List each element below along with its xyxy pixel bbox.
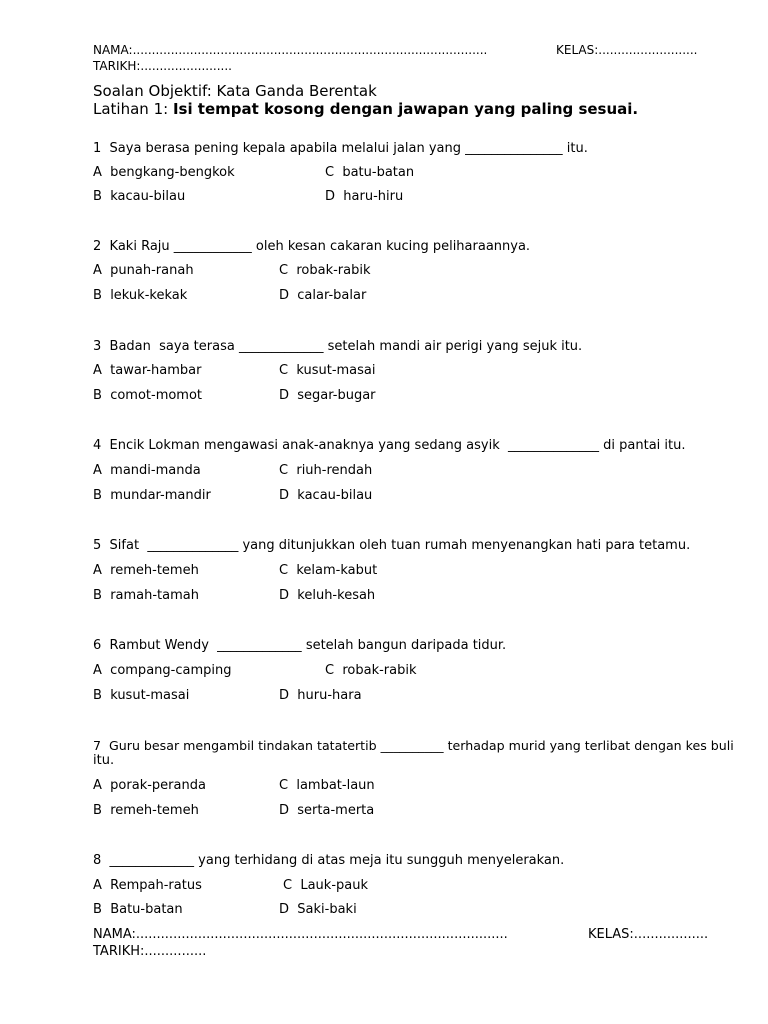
instruction-prefix: Latihan 1:	[93, 100, 173, 118]
question-1	[93, 141, 588, 157]
question-8	[93, 853, 564, 869]
q1-option-a[interactable]: A bengkang-bengkok	[93, 165, 235, 180]
option-text: keluh-kesah	[297, 588, 376, 603]
option-text: kusut-masai	[296, 363, 376, 378]
question-number: 5	[93, 538, 102, 553]
question-5	[93, 538, 690, 554]
option-text: compang-camping	[110, 663, 232, 678]
question-text: Sifat ______________ yang ditunjukkan oleh tuan rumah menyenangkan hati para tetamu.	[109, 538, 691, 553]
option-text: ramah-tamah	[110, 588, 199, 603]
q3-option-d[interactable]: D segar-bugar	[279, 388, 376, 403]
q4-option-d[interactable]: D kacau-bilau	[279, 488, 373, 503]
option-text: calar-balar	[297, 288, 367, 303]
option-text: remeh-temeh	[110, 563, 199, 578]
q1-option-d[interactable]: D haru-hiru	[325, 189, 404, 204]
q5-option-a[interactable]: A remeh-temeh	[93, 563, 199, 578]
q5-option-b[interactable]: B ramah-tamah	[93, 588, 199, 603]
question-text: Kaki Raju ____________ oleh kesan cakaran kucing peliharaannya.	[109, 239, 531, 254]
option-text: huru-hara	[297, 688, 362, 703]
footer-tarikh: TARIKH:...............	[93, 944, 207, 959]
footer-kelas: KELAS:..................	[588, 927, 709, 942]
instruction	[93, 100, 638, 118]
q2-option-a[interactable]: A punah-ranah	[93, 263, 194, 278]
question-7	[93, 738, 734, 754]
option-text: comot-momot	[110, 388, 203, 403]
footer-nama: NAMA:..........................................................................................	[93, 927, 508, 942]
option-text: lambat-laun	[296, 778, 375, 793]
question-number: 3	[93, 339, 102, 354]
q3-option-a[interactable]: A tawar-hambar	[93, 363, 202, 378]
option-text: kacau-bilau	[110, 189, 186, 204]
question-number: 8	[93, 853, 102, 868]
q7-option-b[interactable]: B remeh-temeh	[93, 803, 199, 818]
q1-option-b[interactable]: B kacau-bilau	[93, 189, 186, 204]
option-text: Lauk-pauk	[300, 878, 368, 893]
option-text: tawar-hambar	[110, 363, 202, 378]
option-text: bengkang-bengkok	[110, 165, 235, 180]
q2-option-c[interactable]: C robak-rabik	[279, 263, 371, 278]
question-text: Saya berasa pening kepala apabila melalui jalan yang _______________ itu.	[109, 141, 588, 156]
option-text: segar-bugar	[297, 388, 376, 403]
page-title: Soalan Objektif: Kata Ganda Berentak	[93, 82, 377, 100]
header-kelas: KELAS:..........................	[556, 43, 698, 57]
header-tarikh: TARIKH:........................	[93, 59, 232, 73]
option-text: Batu-batan	[110, 902, 183, 917]
instruction-bold: Isi tempat kosong dengan jawapan yang paling sesuai.	[172, 100, 639, 118]
question-3	[93, 339, 582, 355]
option-text: porak-peranda	[110, 778, 206, 793]
question-text: Encik Lokman mengawasi anak-anaknya yang sedang asyik ______________ di pantai itu.	[109, 438, 686, 453]
question-4	[93, 438, 685, 454]
option-text: batu-batan	[342, 165, 415, 180]
option-text: serta-merta	[297, 803, 375, 818]
question-text: _____________ yang terhidang di atas meja itu sungguh menyelerakan.	[109, 853, 565, 868]
option-text: punah-ranah	[110, 263, 194, 278]
option-text: remeh-temeh	[110, 803, 199, 818]
option-text: haru-hiru	[343, 189, 404, 204]
q6-option-a[interactable]: A compang-camping	[93, 663, 232, 678]
q3-option-c[interactable]: C kusut-masai	[279, 363, 376, 378]
question-6	[93, 638, 506, 654]
question-7-continuation: itu.	[93, 753, 115, 768]
q8-option-b[interactable]: B Batu-batan	[93, 902, 183, 917]
q4-option-c[interactable]: C riuh-rendah	[279, 463, 373, 478]
q7-option-a[interactable]: A porak-peranda	[93, 778, 206, 793]
q6-option-c[interactable]: C robak-rabik	[325, 663, 417, 678]
option-text: Rempah-ratus	[110, 878, 202, 893]
option-text: robak-rabik	[342, 663, 417, 678]
option-text: kacau-bilau	[297, 488, 373, 503]
question-number: 6	[93, 638, 102, 653]
q5-option-d[interactable]: D keluh-kesah	[279, 588, 376, 603]
question-text: Rambut Wendy _____________ setelah bangun daripada tidur.	[109, 638, 507, 653]
q3-option-b[interactable]: B comot-momot	[93, 388, 203, 403]
q1-option-c[interactable]: C batu-batan	[325, 165, 415, 180]
option-text: mandi-manda	[110, 463, 201, 478]
option-text: mundar-mandir	[110, 488, 211, 503]
q5-option-c[interactable]: C kelam-kabut	[279, 563, 378, 578]
option-text: Saki-baki	[297, 902, 357, 917]
q8-option-c[interactable]: C Lauk-pauk	[283, 878, 368, 893]
q8-option-a[interactable]: A Rempah-ratus	[93, 878, 202, 893]
question-number: 4	[93, 438, 102, 453]
header-nama: NAMA:.............................................................................................	[93, 43, 488, 57]
q2-option-d[interactable]: D calar-balar	[279, 288, 367, 303]
q8-option-d[interactable]: D Saki-baki	[279, 902, 357, 917]
question-text: Guru besar mengambil tindakan tatatertib __________ terhadap murid yang terlibat dengan kes buli	[109, 738, 734, 753]
question-2	[93, 239, 530, 255]
q2-option-b[interactable]: B lekuk-kekak	[93, 288, 188, 303]
question-number: 2	[93, 239, 102, 254]
question-text: Badan saya terasa _____________ setelah mandi air perigi yang sejuk itu.	[109, 339, 583, 354]
option-text: riuh-rendah	[296, 463, 373, 478]
q4-option-a[interactable]: A mandi-manda	[93, 463, 201, 478]
q6-option-b[interactable]: B kusut-masai	[93, 688, 190, 703]
option-text: kelam-kabut	[296, 563, 378, 578]
q4-option-b[interactable]: B mundar-mandir	[93, 488, 211, 503]
q6-option-d[interactable]: D huru-hara	[279, 688, 362, 703]
option-text: robak-rabik	[296, 263, 371, 278]
option-text: lekuk-kekak	[110, 288, 188, 303]
q7-option-d[interactable]: D serta-merta	[279, 803, 375, 818]
q7-option-c[interactable]: C lambat-laun	[279, 778, 375, 793]
question-number: 1	[93, 141, 102, 156]
option-text: kusut-masai	[110, 688, 190, 703]
question-number: 7	[93, 738, 102, 753]
